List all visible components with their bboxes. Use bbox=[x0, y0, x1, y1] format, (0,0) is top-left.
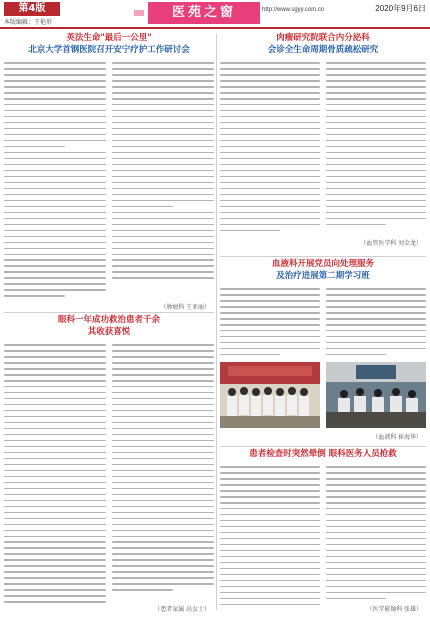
article-1-title: 北京大学首钢医院召开安宁疗护工作研讨会 bbox=[28, 45, 190, 55]
article-2-body-col2 bbox=[326, 62, 426, 230]
article-3-body bbox=[4, 344, 106, 607]
page-number-badge: 第4版 bbox=[4, 2, 60, 16]
article-3-credit: （患者家属 高女士） bbox=[154, 607, 210, 613]
article-4-title: 及治疗进展第二期学习班 bbox=[276, 271, 370, 281]
article-2-body bbox=[220, 62, 320, 236]
header-rule bbox=[0, 27, 430, 29]
article-1-credit: （肿瘤科 王亚丽） bbox=[160, 305, 210, 311]
article-4-credit: （血液科 崔海华） bbox=[372, 435, 422, 441]
group-photo bbox=[220, 362, 320, 428]
editor-credit: 本版编辑：王艳形 bbox=[4, 20, 53, 26]
article-3-kicker: 眼科一年成功救治患者千余 bbox=[57, 315, 160, 325]
article-palliative-care bbox=[4, 34, 214, 310]
article-3-title: 其收获喜悦 bbox=[87, 327, 131, 337]
article-5-body bbox=[220, 466, 320, 610]
article-1-kicker: 英法生命"最后一公里" bbox=[66, 33, 152, 43]
page-header bbox=[0, 0, 430, 30]
article-2-title: 会诊全生命周期骨质疏松研究 bbox=[267, 45, 379, 55]
site-url: http://www.sgyy.com.cn bbox=[262, 7, 325, 13]
article-ophthalmology bbox=[4, 316, 214, 614]
article-osteoporosis bbox=[220, 34, 426, 254]
row-divider-left bbox=[4, 312, 214, 313]
article-1-body bbox=[4, 62, 106, 301]
column-divider bbox=[216, 34, 217, 610]
row-divider-right-2 bbox=[220, 446, 426, 447]
row-divider-right bbox=[220, 256, 426, 257]
article-4-body-col2 bbox=[326, 288, 426, 360]
article-5-title: 患者检查时突然晕倒 眼科医务人员抢救 bbox=[249, 449, 397, 459]
section-masthead: 医苑之窗 bbox=[148, 2, 260, 24]
article-1-body-col2 bbox=[112, 62, 214, 283]
article-3-body-col2 bbox=[112, 344, 214, 595]
article-emergency-rescue bbox=[220, 450, 426, 612]
article-2-credit: （血管医学科 刘金龙） bbox=[360, 241, 422, 247]
article-hematology-training bbox=[220, 260, 426, 442]
article-5-body-col2 bbox=[326, 466, 426, 604]
article-4-kicker: 血液科开展党员向处理服务 bbox=[271, 259, 374, 269]
issue-date: 2020年9月6日 bbox=[375, 4, 426, 13]
article-4-body bbox=[220, 288, 320, 360]
article-5-credit: （医学影像科 张雄） bbox=[366, 607, 422, 613]
article-2-kicker: 肉瘤研究院联合内分泌科 bbox=[276, 33, 370, 43]
meeting-photo bbox=[326, 362, 426, 428]
